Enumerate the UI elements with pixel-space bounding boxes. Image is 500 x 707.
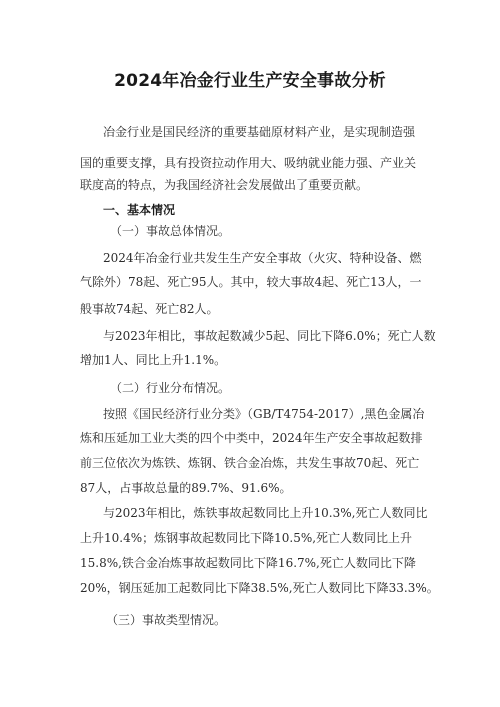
trend-paragraph-line-1: 与2023年相比，炼铁事故起数同比上升10.3%,死亡人数同比 bbox=[103, 506, 428, 520]
overall-paragraph-line-2: 气除外）78起、死亡95人。其中，较大事故4起、死亡13人，一 bbox=[80, 275, 422, 289]
subheading-industry: （二）行业分布情况。 bbox=[110, 381, 231, 395]
document-title: 2024年冶金行业生产安全事故分析 bbox=[114, 71, 386, 91]
trend-paragraph-line-4: 20%，钢压延加工起数同比下降38.5%,死亡人数同比下降33.3%。 bbox=[80, 581, 439, 595]
subheading-accident-types: （三）事故类型情况。 bbox=[106, 613, 227, 627]
industry-paragraph-line-3: 前三位依次为炼铁、炼钢、铁合金冶炼，共发生事故70起、死亡 bbox=[80, 456, 420, 470]
intro-paragraph-line-2: 国的重要支撑，具有投资拉动作用大、吸纳就业能力强、产业关 bbox=[80, 156, 417, 170]
industry-paragraph-line-2: 炼和压延加工业大类的四个中类中，2024年生产安全事故起数排 bbox=[80, 431, 423, 445]
trend-paragraph-line-3: 15.8%,铁合金冶炼事故起数同比下降16.7%,死亡人数同比下降 bbox=[80, 556, 416, 570]
trend-paragraph-line-2: 上升10.4%；炼钢事故起数同比下降10.5%,死亡人数同比上升 bbox=[80, 531, 413, 545]
overall-paragraph-line-3: 般事故74起、死亡82人。 bbox=[80, 302, 219, 316]
subheading-overall: （一）事故总体情况。 bbox=[110, 224, 231, 238]
comparison-paragraph-line-2: 增加1人、同比上升1.1%。 bbox=[80, 353, 227, 367]
intro-paragraph-line-3: 联度高的特点，为我国经济社会发展做出了重要贡献。 bbox=[80, 178, 369, 192]
overall-paragraph-line-1: 2024年冶金行业共发生生产安全事故（火灾、特种设备、燃 bbox=[103, 251, 422, 265]
industry-paragraph-line-4: 87人，占事故总量的89.7%、91.6%。 bbox=[80, 481, 292, 495]
section-heading-basic: 一、基本情况 bbox=[103, 203, 176, 217]
industry-paragraph-line-1: 按照《国民经济行业分类》（GB/T4754-2017）,黑色金属冶 bbox=[103, 407, 425, 421]
intro-paragraph-line-1: 冶金行业是国民经济的重要基础原材料产业，是实现制造强 bbox=[103, 125, 416, 139]
comparison-paragraph-line-1: 与2023年相比，事故起数减少5起、同比下降6.0%；死亡人数 bbox=[103, 329, 436, 343]
